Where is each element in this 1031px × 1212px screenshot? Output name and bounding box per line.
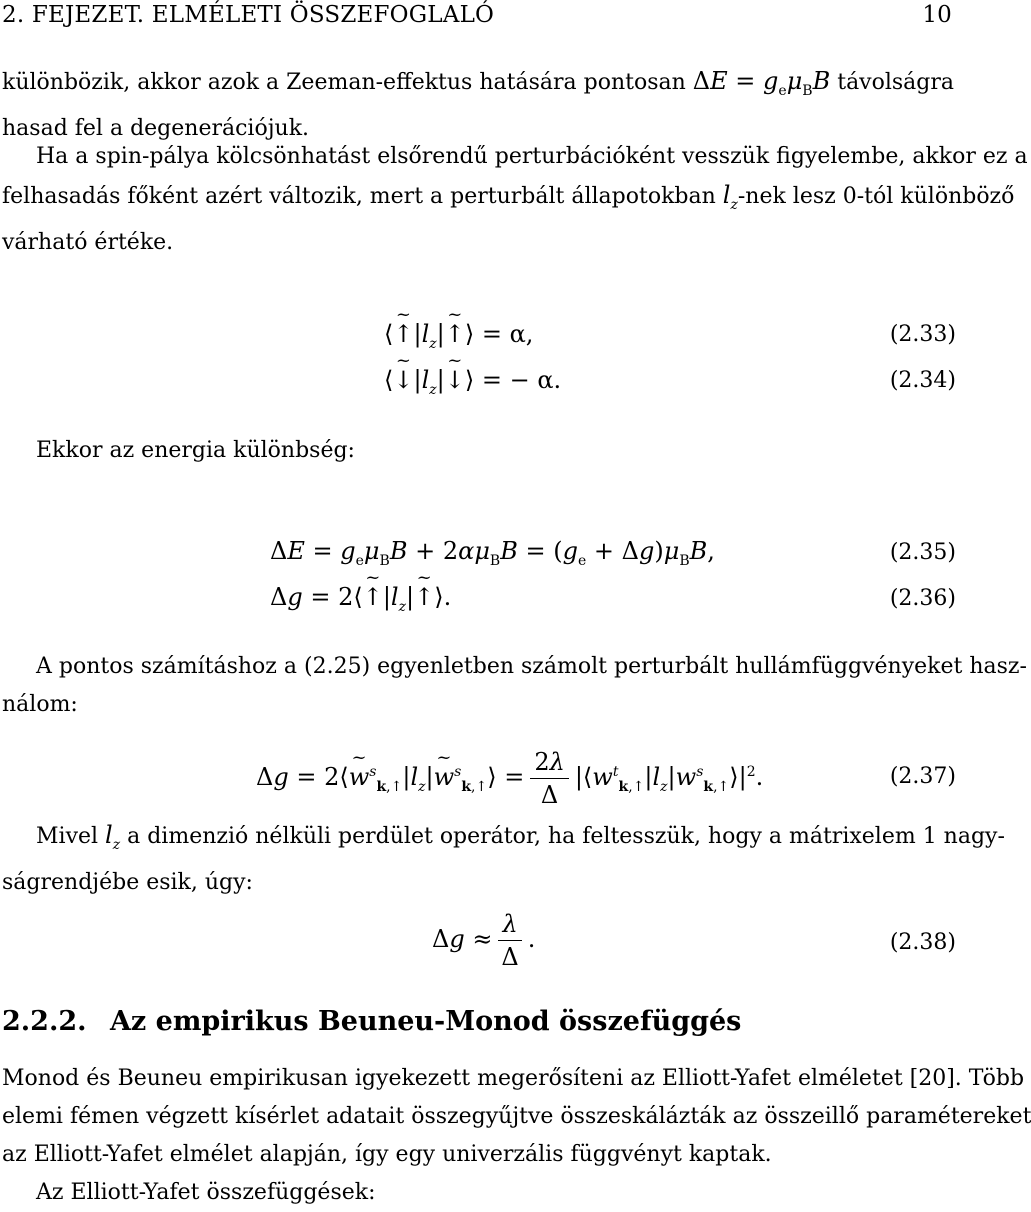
paragraph-1-line-2: hasad fel a degenerációjuk. (2, 115, 310, 141)
section-title: Az empirikus Beuneu-Monod összefüggés (109, 1006, 742, 1037)
paragraph-6-line-4: Az Elliott-Yafet összefüggések: (36, 1180, 376, 1205)
inline-math-lz: $l_z$ (722, 181, 738, 213)
equation-number-2-33: (2.33) (889, 322, 956, 347)
equation-2-35: $\Delta E = g_e\mu_BB + 2\alpha\mu_BB = (g_e + \Delta g)\mu_BB$, (270, 537, 715, 569)
paragraph-5-line-2: ságrendjébe esik, úgy: (2, 869, 253, 895)
paragraph-5 (2, 816, 1005, 902)
paragraph-2-line-3: várható értéke. (2, 229, 174, 255)
fraction-2lambda-over-delta: $\frac{2\lambda}{\Delta}$ (530, 748, 569, 809)
page-number: 10 (922, 2, 952, 28)
paragraph-6 (2, 1060, 1031, 1212)
equation-2-38: Δg ≈ $\frac{\lambda}{\Delta}$ . (432, 910, 536, 971)
paragraph-6-line-2: elemi fémen végzett kísérlet adatait összegyűjtve összeskálázták az összeillő paramétereket (2, 1104, 1031, 1129)
paragraph-2 (2, 138, 1028, 262)
section-heading (2, 1006, 741, 1037)
paragraph-3: Ekkor az energia különbség: (36, 438, 355, 463)
paragraph-2-line-2: felhasadás főként azért változik, mert a perturbált állapotokban $l_z$-nek lesz 0-tól különböző (2, 181, 1015, 213)
paragraph-4-line-2: nálom: (2, 692, 78, 717)
inline-math-zeeman: $\Delta E = g_e\mu_BB$ (692, 67, 831, 99)
equation-number-2-34: (2.34) (889, 368, 956, 393)
paragraph-5-line-1: Mivel $l_z$ a dimenzió nélküli perdület operátor, ha feltesszük, hogy a mátrixelem 1 nagy- (36, 821, 1005, 853)
equation-number-2-35: (2.35) (889, 540, 956, 565)
equation-2-36: Δg = 2⟨~ $↑|l_z|\sim$ ↑⟩. (270, 583, 451, 615)
equation-2-34: ⟨~ $↓|l_z|\sim$ ↓⟩ = − α. (384, 366, 561, 398)
paragraph-1 (2, 62, 954, 148)
equation-2-33: ⟨~ $↑|l_z|\sim$ ↑⟩ = α, (384, 320, 533, 352)
paragraph-6-line-3: az Elliott-Yafet elmélet alapján, így egy univerzális függvényt kaptak. (2, 1142, 772, 1167)
paragraph-4 (2, 648, 1027, 724)
equation-number-2-37: (2.37) (889, 764, 956, 789)
section-number: 2.2.2. (2, 1006, 87, 1037)
equation-number-2-36: (2.36) (889, 586, 956, 611)
paragraph-2-line-1: Ha a spin-pálya kölcsönhatást elsőrendű perturbációként vesszük figyelembe, akkor ez a (36, 144, 1028, 169)
fraction-lambda-over-delta: $\frac{\lambda}{\Delta}$ (498, 910, 521, 971)
inline-math-lz-2: $l_z$ (105, 821, 121, 853)
chapter-title: 2. FEJEZET. ELMÉLETI ÖSSZEFOGLALÓ (2, 2, 495, 28)
equation-2-37: Δg = 2⟨~ $w^s_{k,↑}|l_z|\sim$ $w^s_{k,↑}⟩$ = $\frac{2\lambda}{\Delta}$ $|⟨w^t_{k,↑}|l_z|w^s_{k,↑}⟩|^2$. (256, 748, 763, 809)
paragraph-4-line-1: A pontos számításhoz a (2.25) egyenletben számolt perturbált hullámfüggvényeket hasz- (36, 654, 1027, 679)
paragraph-1-line-1: különbözik, akkor azok a Zeeman-effektus hatására pontosan $\Delta E = g_e\mu_BB$ távolságra (2, 67, 955, 99)
running-header (2, 2, 958, 28)
paragraph-6-line-1: Monod és Beuneu empirikusan igyekezett megerősíteni az Elliott-Yafet elméletet [20]. Több (2, 1066, 1025, 1091)
equation-number-2-38: (2.38) (889, 930, 956, 955)
